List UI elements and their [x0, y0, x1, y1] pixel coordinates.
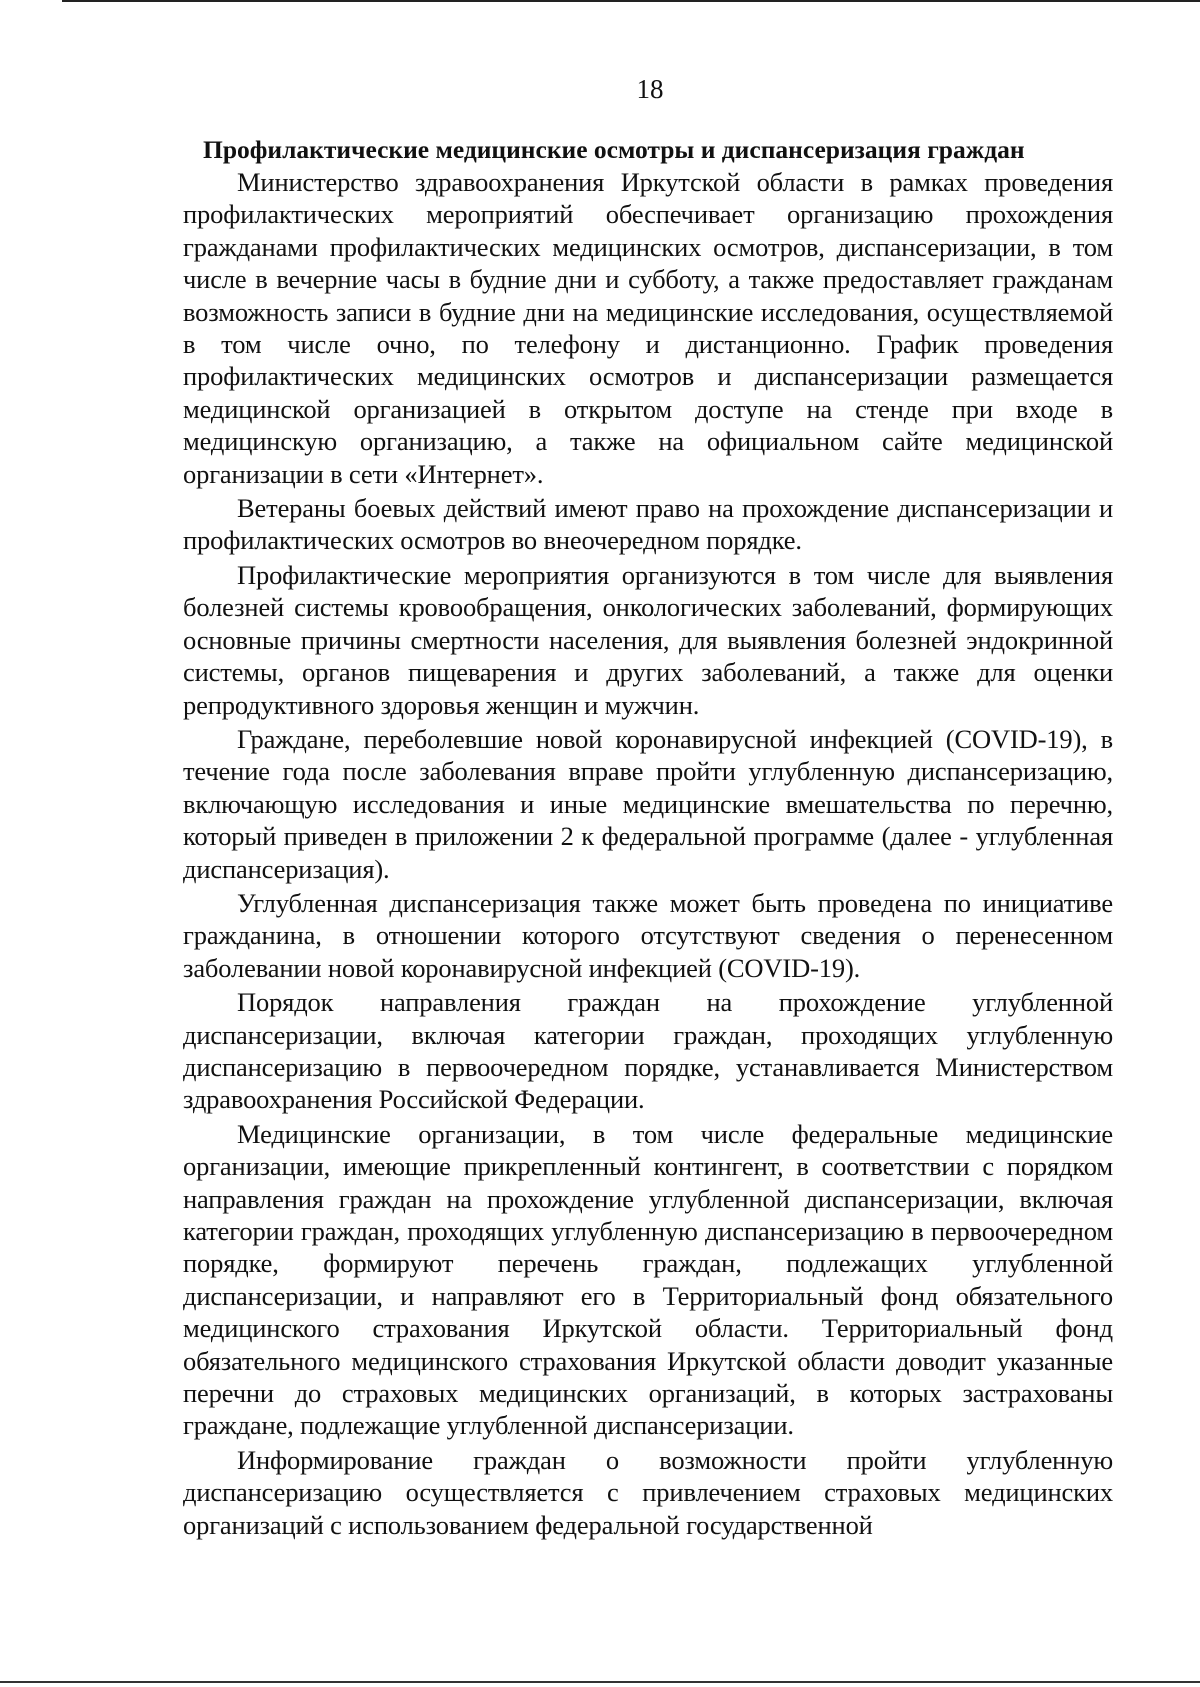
paragraph-screening-organization: Министерство здравоохранения Иркутской области в рамках проведения профилактических мероприятий обеспечивает организацию прохождения гражданами профилактических медицинских осмотров, диспансеризации, в том числе в вечерние часы в будние дни и субботу, а также предоставляет гражданам возможность записи в будние дни на медицинские исследования, осуществляемой в том числе очно, по телефону и дистанционно. График проведения профилактических медицинских осмотров и диспансеризации размещается медицинской организацией в открытом доступе на стенде при входе в медицинскую организацию, а также на официальном сайте медицинской организации в сети «Интернет». [183, 167, 1113, 489]
paragraph-veterans: Ветераны боевых действий имеют право на прохождение диспансеризации и профилактических осмотров во внеочередном порядке. [183, 493, 1113, 556]
scan-edge-top [62, 0, 1200, 2]
paragraph-prevention-goals: Профилактические мероприятия организуются в том числе для выявления болезней системы кровообращения, онкологических заболеваний, формирующих основные причины смертности населения, для выявления болезней эндокринной системы, органов пищеварения и других заболеваний, а также для оценки репродуктивного здоровья женщин и мужчин. [183, 559, 1113, 720]
scan-edge-bottom [0, 1681, 1200, 1683]
section-heading: Профилактические медицинские осмотры и диспансеризация граждан [203, 135, 1025, 164]
paragraph-informing-citizens: Информирование граждан о возможности пройти углубленную диспансеризацию осуществляется с привлечением страховых медицинских организаций с использованием федеральной государственной [183, 1444, 1113, 1540]
paragraph-citizen-initiative: Углубленная диспансеризация также может быть проведена по инициативе гражданина, в отношении которого отсутствуют сведения о перенесенном заболевании новой коронавирусной инфекцией (COVID-19). [183, 887, 1113, 983]
document-body [183, 134, 1113, 1543]
page-number: 18 [636, 74, 664, 104]
paragraph-referral-procedure: Порядок направления граждан на прохождение углубленной диспансеризации, включая категории граждан, проходящих углубленную диспансеризацию в первоочередном порядке, устанавливается Министерством здравоохранения Российской Федерации. [183, 987, 1113, 1115]
paragraph-medical-organizations: Медицинские организации, в том числе федеральные медицинские организации, имеющие прикрепленный контингент, в соответствии с порядком направления граждан на прохождение углубленной диспансеризации, включая категории граждан, проходящих углубленную диспансеризацию в первоочередном порядке, формируют перечень граждан, подлежащих углубленной диспансеризации, и направляют его в Территориальный фонд обязательного медицинского страхования Иркутской области. Территориальный фонд обязательного медицинского страхования Иркутской области доводит указанные перечни до страховых медицинских организаций, в которых застрахованы граждане, подлежащие углубленной диспансеризации. [183, 1118, 1113, 1441]
paragraph-covid-recovered: Граждане, переболевшие новой коронавирусной инфекцией (COVID-19), в течение года после заболевания вправе пройти углубленную диспансеризацию, включающую исследования и иные медицинские вмешательства по перечню, который приведен в приложении 2 к федеральной программе (далее - углубленная диспансеризация). [183, 723, 1113, 884]
